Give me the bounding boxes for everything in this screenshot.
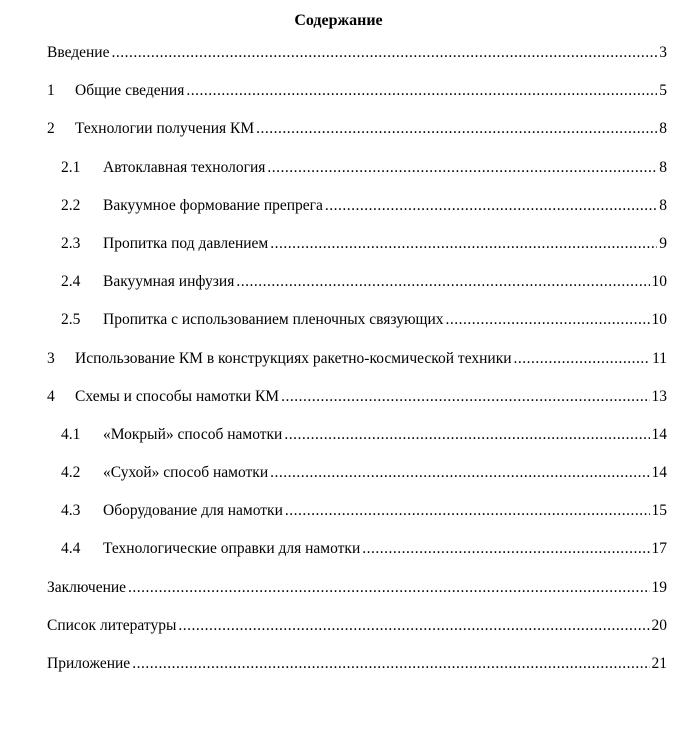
dot-leader	[178, 616, 649, 636]
toc-entry-page: 10	[651, 311, 667, 329]
toc-entry-number: 2.3	[61, 234, 81, 252]
toc-entry-label: Общие сведения	[75, 82, 185, 100]
dot-leader	[111, 43, 657, 63]
toc-entry-page: 5	[659, 82, 667, 100]
toc-entry-2-2[interactable]	[47, 196, 667, 234]
dot-leader	[284, 425, 649, 445]
toc-entry-page: 8	[659, 120, 667, 138]
toc-entry-page: 20	[651, 616, 667, 634]
toc-entry-4-1[interactable]	[47, 425, 667, 463]
toc-entry-2-3[interactable]	[47, 234, 667, 272]
toc-entry-page: 17	[651, 540, 667, 558]
toc-entry-1[interactable]	[47, 81, 667, 119]
toc-entry-number: 2.1	[61, 158, 81, 176]
toc-entry-page: 21	[651, 655, 667, 672]
toc-entry-page: 8	[659, 196, 667, 214]
toc-entry-number: 2	[47, 120, 55, 138]
toc-entry-page: 15	[651, 502, 667, 520]
toc-entry-number: 2.4	[61, 273, 81, 291]
dot-leader	[236, 272, 649, 292]
dot-leader	[186, 81, 657, 101]
toc-entry-appendix[interactable]	[47, 654, 667, 692]
toc-entry-label: Использование КМ в конструкциях ракетно-космической техники	[75, 349, 512, 367]
dot-leader	[514, 349, 651, 369]
toc-entry-label: «Сухой» способ намотки	[103, 464, 269, 482]
toc-entry-label: Введение	[47, 44, 110, 61]
toc-entry-conclusion[interactable]	[47, 578, 667, 616]
dot-leader	[285, 501, 650, 521]
dot-leader	[281, 387, 649, 407]
dot-leader	[270, 463, 649, 483]
toc-entry-4-3[interactable]	[47, 501, 667, 539]
toc-entry-label: Автоклавная технология	[103, 158, 266, 176]
toc-entry-page: 14	[651, 425, 667, 443]
toc-entry-page: 11	[652, 349, 667, 367]
toc-entry-label: Технологические оправки для намотки	[103, 540, 361, 558]
toc-entry-references[interactable]	[47, 616, 667, 654]
page-title: Содержание	[294, 12, 383, 29]
toc-entry-4-2[interactable]	[47, 463, 667, 501]
toc-entry-number: 3	[47, 349, 55, 367]
toc-entry-label: Пропитка под давлением	[103, 234, 269, 252]
toc-entry-number: 4	[47, 387, 55, 405]
toc-entry-number: 4.1	[61, 425, 81, 443]
toc-entry-label: Пропитка с использованием пленочных связующих	[103, 311, 444, 329]
toc-entry-page: 19	[651, 578, 667, 596]
dot-leader	[362, 539, 649, 559]
toc-entry-page: 3	[659, 44, 667, 61]
dot-leader	[256, 119, 657, 139]
toc-entry-page: 10	[651, 273, 667, 291]
toc-entry-number: 2.2	[61, 196, 81, 214]
toc-entry-label: Схемы и способы намотки КМ	[75, 387, 280, 405]
dot-leader	[267, 158, 657, 178]
toc-entry-number: 1	[47, 82, 55, 100]
toc-entry-page: 8	[659, 158, 667, 176]
toc-entry-2-4[interactable]	[47, 272, 667, 310]
toc-entry-2-1[interactable]	[47, 158, 667, 196]
toc-entry-label: Оборудование для намотки	[103, 502, 283, 520]
dot-leader	[132, 654, 649, 674]
toc-entry-number: 4.4	[61, 540, 81, 558]
toc-entry-label: Список литературы	[47, 616, 177, 634]
toc-entry-label: Вакуумная инфузия	[103, 273, 235, 291]
toc-entry-label: Приложение	[47, 655, 131, 672]
toc-entry-4[interactable]	[47, 387, 667, 425]
toc-entry-number: 4.2	[61, 464, 81, 482]
toc-entry-3[interactable]	[47, 349, 667, 387]
toc-entry-number: 2.5	[61, 311, 81, 329]
toc-entry-label: Заключение	[47, 578, 127, 596]
toc-entry-4-4[interactable]	[47, 539, 667, 577]
dot-leader	[128, 578, 649, 598]
dot-leader	[446, 310, 650, 330]
toc-entry-introduction[interactable]	[47, 43, 667, 81]
toc-entry-page: 9	[659, 234, 667, 252]
toc-entry-label: «Мокрый» способ намотки	[103, 425, 283, 443]
toc-entry-number: 4.3	[61, 502, 81, 520]
toc-entry-label: Вакуумное формование препрега	[103, 196, 323, 214]
dot-leader	[325, 196, 657, 216]
dot-leader	[270, 234, 657, 254]
toc-entry-label: Технологии получения КМ	[75, 120, 255, 138]
toc-entry-page: 13	[651, 387, 667, 405]
toc-entry-2[interactable]	[47, 119, 667, 157]
table-of-contents	[47, 43, 667, 692]
toc-entry-2-5[interactable]	[47, 310, 667, 348]
toc-entry-page: 14	[651, 464, 667, 482]
